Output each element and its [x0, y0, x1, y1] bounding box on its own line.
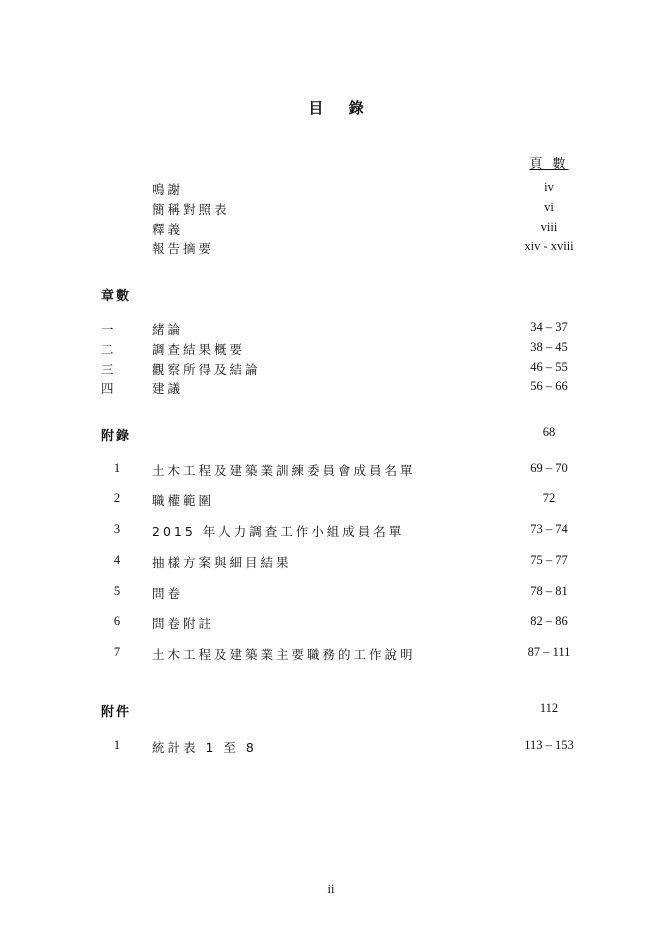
chapter-number: 四 [101, 381, 114, 396]
pages-column-header: 頁 數 [529, 157, 569, 172]
appendix-number: 7 [113, 645, 121, 659]
page-title: 目 錄 [308, 99, 374, 117]
annex-label[interactable]: 統計表 1 至 8 [152, 740, 257, 755]
appendix-number: 4 [113, 553, 121, 567]
appendix-number: 6 [113, 614, 121, 628]
appendix-page: 75 – 77 [530, 553, 568, 567]
appendix-page: 72 [542, 491, 556, 505]
appendix-label[interactable]: 土木工程及建築業訓練委員會成員名單 [152, 463, 416, 478]
appendix-number: 2 [113, 491, 121, 505]
chapter-label[interactable]: 建議 [152, 381, 184, 396]
appendix-label[interactable]: 職權範圍 [152, 493, 215, 508]
annexes-heading: 附件 [101, 705, 132, 720]
chapter-label[interactable]: 緒論 [152, 322, 184, 337]
toc-item-label[interactable]: 簡稱對照表 [152, 202, 230, 217]
appendix-page: 69 – 70 [530, 461, 568, 475]
appendix-page: 87 – 111 [527, 645, 571, 659]
appendix-page: 73 – 74 [530, 522, 568, 536]
appendix-label[interactable]: 抽樣方案與細目結果 [152, 555, 292, 570]
chapter-page: 46 – 55 [530, 360, 568, 374]
chapter-page: 34 – 37 [530, 320, 568, 334]
chapter-number: 二 [101, 342, 114, 357]
toc-item-page: vi [544, 200, 554, 214]
appendix-label[interactable]: 問卷附註 [152, 616, 215, 631]
toc-item-page: viii [540, 220, 558, 234]
chapter-page: 56 – 66 [530, 379, 568, 393]
toc-item-label[interactable]: 鳴謝 [152, 182, 184, 197]
toc-item-label[interactable]: 報告摘要 [152, 241, 215, 256]
appendices-page: 68 [542, 425, 556, 439]
appendix-number: 3 [113, 522, 121, 536]
chapters-heading: 章數 [101, 289, 132, 304]
chapter-number: 三 [101, 362, 114, 377]
appendix-number: 1 [113, 461, 121, 475]
chapter-label[interactable]: 調查結果概要 [152, 342, 246, 357]
appendix-label[interactable]: 土木工程及建築業主要職務的工作說明 [152, 647, 416, 662]
chapter-label[interactable]: 觀察所得及結論 [152, 362, 261, 377]
appendix-page: 82 – 86 [530, 614, 568, 628]
annex-page: 113 – 153 [524, 738, 574, 752]
annex-number: 1 [113, 738, 121, 752]
toc-item-page: iv [544, 180, 554, 194]
appendix-page: 78 – 81 [530, 584, 568, 598]
appendix-label[interactable]: 2015 年人力調查工作小組成員名單 [152, 524, 405, 539]
appendix-label[interactable]: 問卷 [152, 586, 184, 601]
appendices-heading: 附錄 [101, 429, 132, 444]
appendix-number: 5 [113, 584, 121, 598]
annexes-page: 112 [539, 701, 559, 715]
page-number-footer: ii [327, 882, 335, 896]
chapter-number: 一 [101, 322, 114, 337]
toc-item-page: xiv - xviii [524, 239, 574, 253]
toc-item-label[interactable]: 釋義 [152, 222, 184, 237]
chapter-page: 38 – 45 [530, 340, 568, 354]
